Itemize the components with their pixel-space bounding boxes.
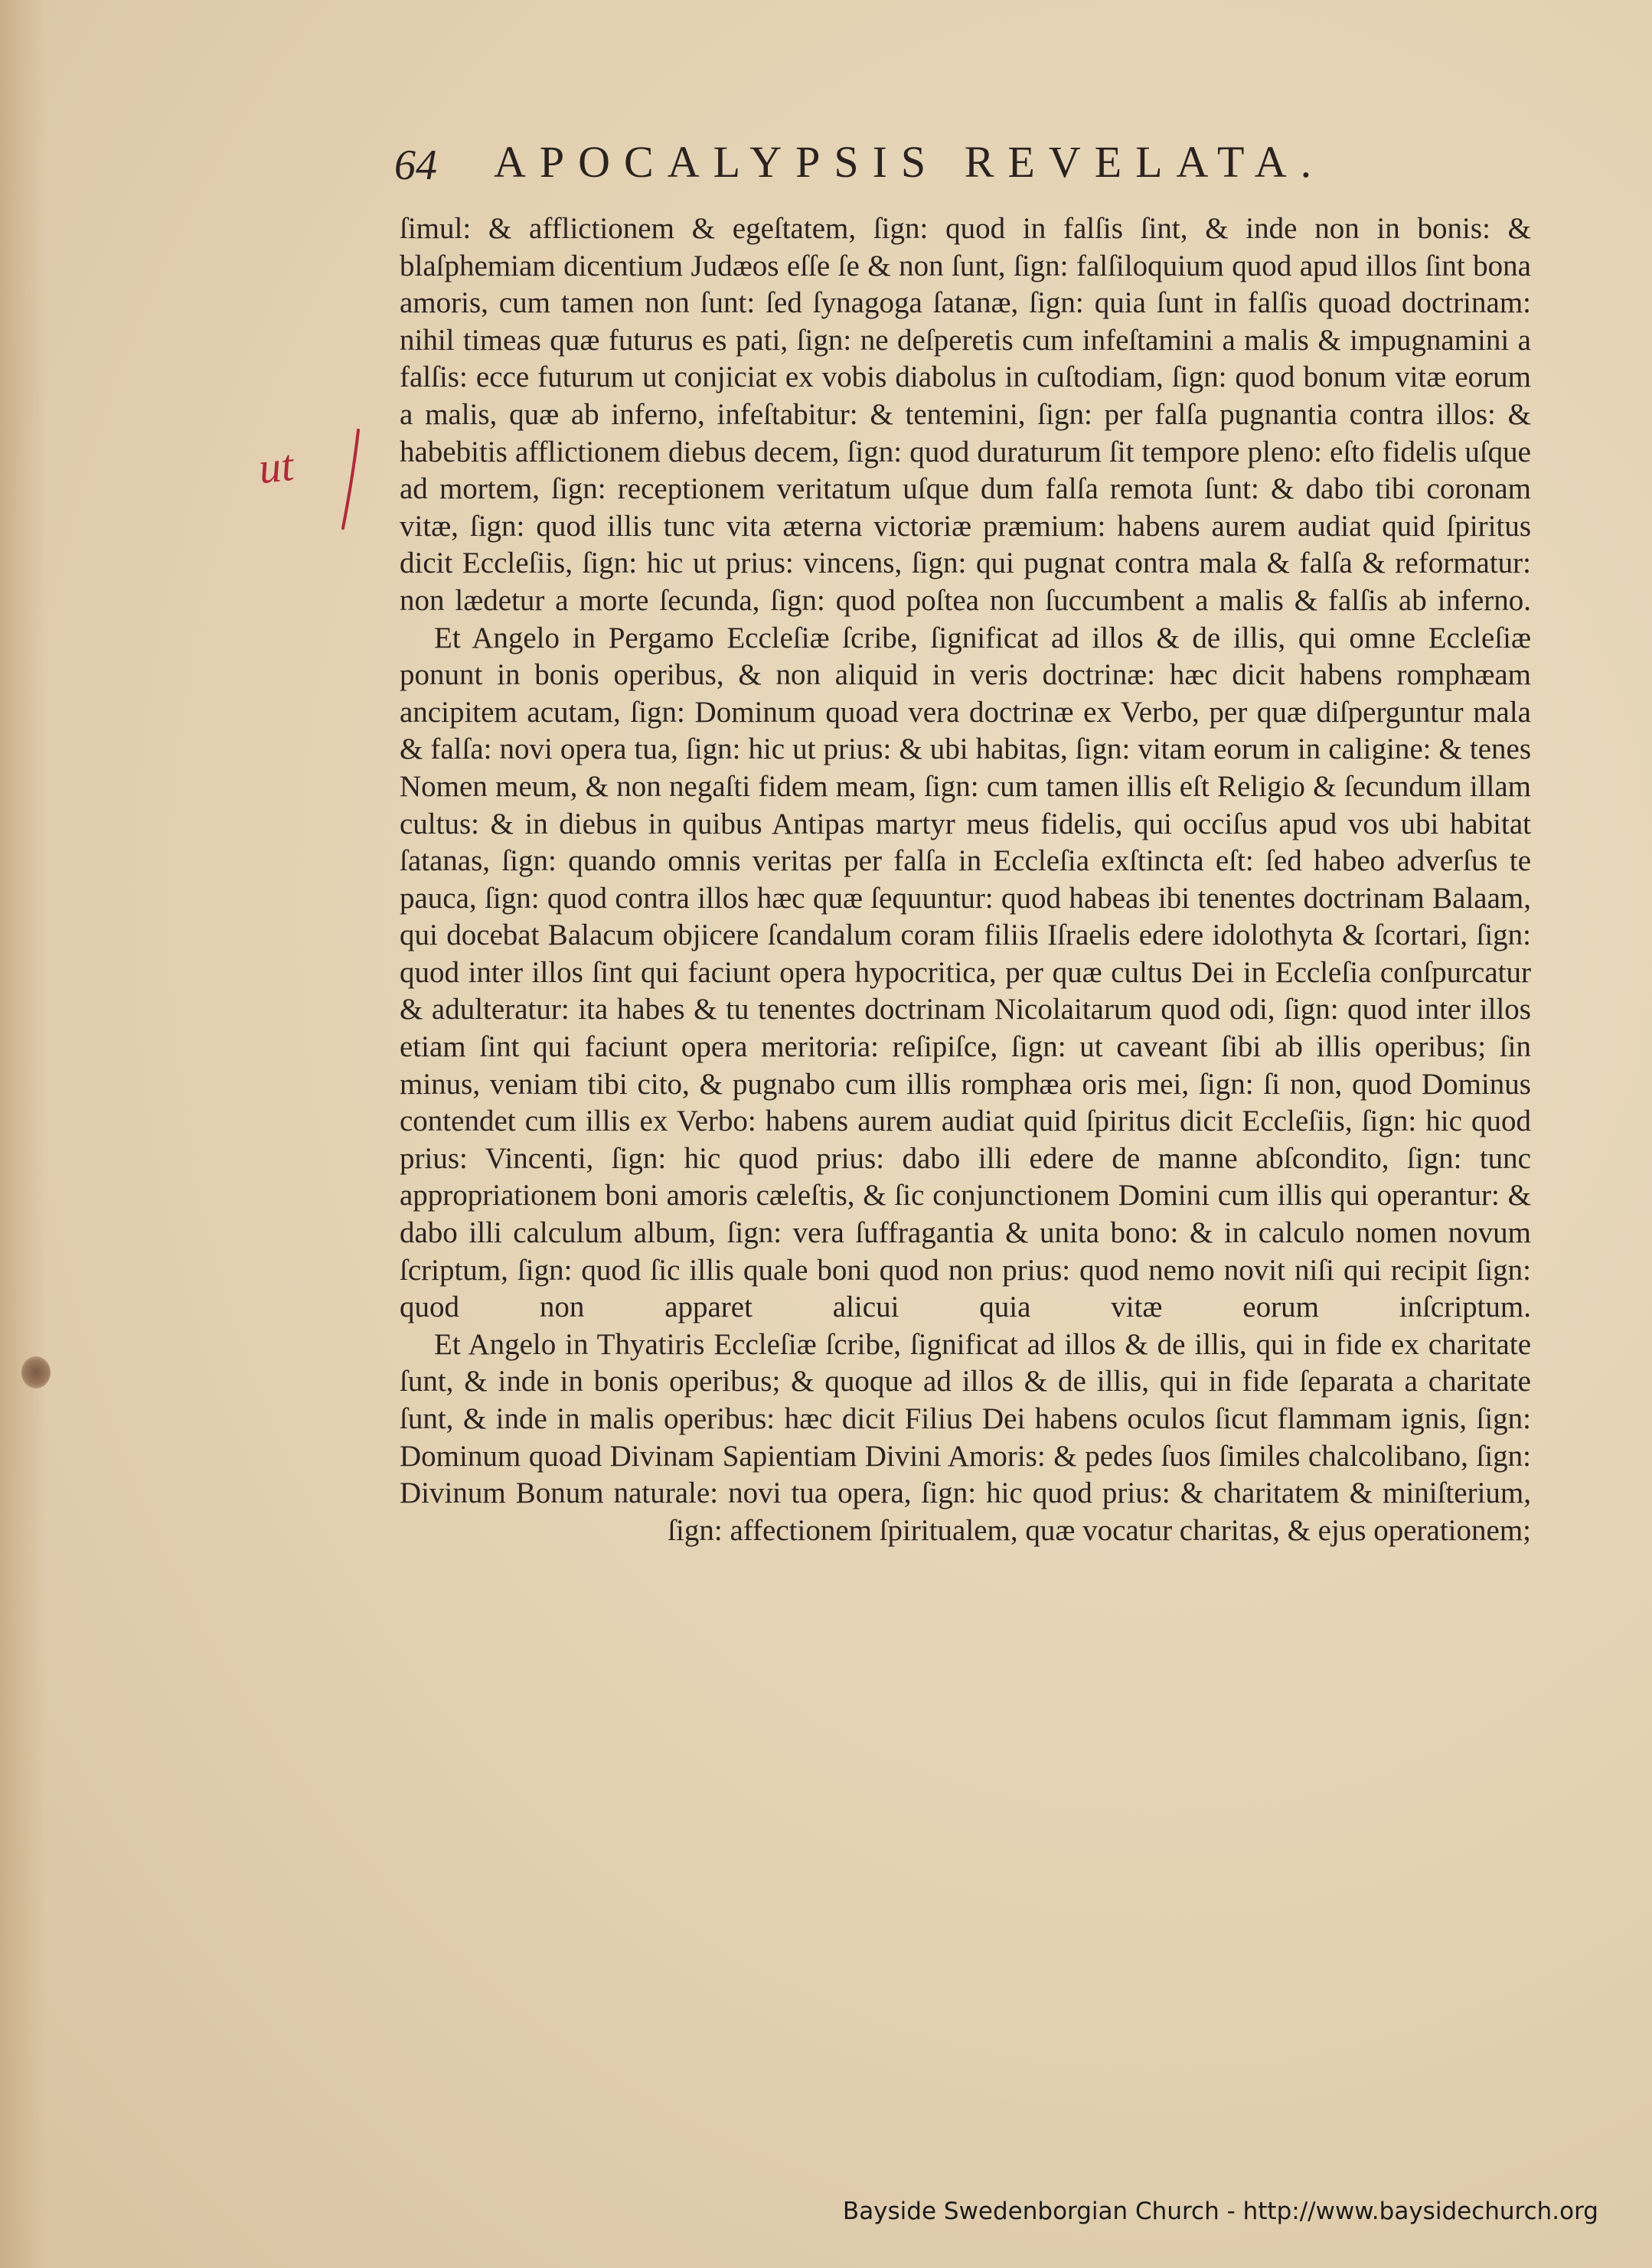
- ink-stain: [21, 1356, 51, 1389]
- page-number: 64: [394, 142, 437, 189]
- page-header: [394, 136, 1527, 197]
- margin-note-stroke: [335, 427, 366, 534]
- page-edge-shadow: [0, 0, 46, 2268]
- watermark-text: Bayside Swedenborgian Church - http://www.baysidechurch.org: [842, 2198, 1598, 2225]
- body-text: [400, 210, 1531, 1549]
- running-title: APOCALYPSIS REVELATA.: [494, 137, 1326, 187]
- margin-note-text: ut: [256, 439, 296, 494]
- handwritten-margin-note: [256, 427, 366, 534]
- paragraph: ſimul: & afflictionem & egeſtatem, ſign: quod in falſis ſint, & inde non in bonis: & blaſphemiam dicentium Judæos eſſe ſe & non ſunt, ſign: falſiloquium quod apud illos ſint bona amoris, cum tamen non ſunt: ſed ſynagoga ſatanæ, ſign: quia ſunt in falſis quoad doctrinam: nihil timeas quæ futurus es pati, ſign: ne deſperetis cum infeſtamini a malis & impugnamini a falſis: ecce futurum ut conjiciat ex vobis diabolus in cuſtodiam, ſign: quod bonum vitæ eorum a malis, quæ ab inferno, infeſtabitur: & tentemini, ſign: per falſa pugnantia contra illos: & habebitis afflictionem diebus decem, ſign: quod duraturum ſit tempore pleno: eſto fidelis uſque ad mortem, ſign: receptionem veritatum uſque dum falſa remota ſunt: & dabo tibi coronam vitæ, ſign: quod illis tunc vita æterna victoriæ præmium: habens aurem audiat quid ſpiritus dicit Eccleſiis, ſign: hic ut prius: vincens, ſign: qui pugnat contra mala & falſa & reformatur: non lædetur a morte ſecunda, ſign: quod poſtea non ſuccumbent a malis & falſis ab inferno.: [400, 212, 1531, 617]
- paragraph: Et Angelo in Thyatiris Eccleſiæ ſcribe, ſignificat ad illos & de illis, qui in fide ex charitate ſunt, & inde in bonis operibus; & quoque ad illos & de illis, qui in fide ſeparata a charitate ſunt, & inde in malis operibus: hæc dicit Filius Dei habens oculos ſicut flammam ignis, ſign: Dominum quoad Divinam Sapientiam Divini Amoris: & pedes ſuos ſimiles chalcolibano, ſign: Divinum Bonum naturale: novi tua opera, ſign: hic quod prius: & charitatem & miniſterium, ſign: affectionem ſpiritualem, quæ vocatur charitas, & ejus operationem;: [400, 1327, 1531, 1547]
- paragraph: Et Angelo in Pergamo Eccleſiæ ſcribe, ſignificat ad illos & de illis, qui omne Eccleſiæ ponunt in bonis operibus, & non aliquid in veris doctrinæ: hæc dicit habens romphæam ancipitem acutam, ſign: Dominum quoad vera doctrinæ ex Verbo, per quæ diſperguntur mala & falſa: novi opera tua, ſign: hic ut prius: & ubi habitas, ſign: vitam eorum in caligine: & tenes Nomen meum, & non negaſti fidem meam, ſign: cum tamen illis eſt Religio & ſecundum illam cultus: & in diebus in quibus Antipas martyr meus fidelis, qui occiſus apud vos ubi habitat ſatanas, ſign: quando omnis veritas per falſa in Eccleſia exſtincta eſt: ſed habeo adverſus te pauca, ſign: quod contra illos hæc quæ ſequuntur: quod habeas ibi tenentes doctrinam Balaam, qui docebat Balacum objicere ſcandalum coram filiis Iſraelis edere idolothyta & ſcortari, ſign: quod inter illos ſint qui faciunt opera hypocritica, per quæ cultus Dei in Eccleſia conſpurcatur & adulteratur: ita habes & tu tenentes doctrinam Nicolaitarum quod odi, ſign: quod inter illos etiam ſint qui faciunt opera meritoria: reſipiſce, ſign: ut caveant ſibi ab illis operibus; ſin minus, veniam tibi cito, & pugnabo cum illis romphæa oris mei, ſign: ſi non, quod Dominus contendet cum illis ex Verbo: habens aurem audiat quid ſpiritus dicit Eccleſiis, ſign: hic quod prius: Vincenti, ſign: hic quod prius: dabo illi edere de manne abſcondito, ſign: tunc appropriationem boni amoris cæleſtis, & ſic conjunctionem Domini cum illis qui operantur: & dabo illi calculum album, ſign: vera ſuffragantia & unita bono: & in calculo nomen novum ſcriptum, ſign: quod ſic illis quale boni quod non prius: quod nemo novit niſi qui recipit ſign: quod non apparet alicui quia vitæ eorum inſcriptum.: [400, 621, 1531, 1324]
